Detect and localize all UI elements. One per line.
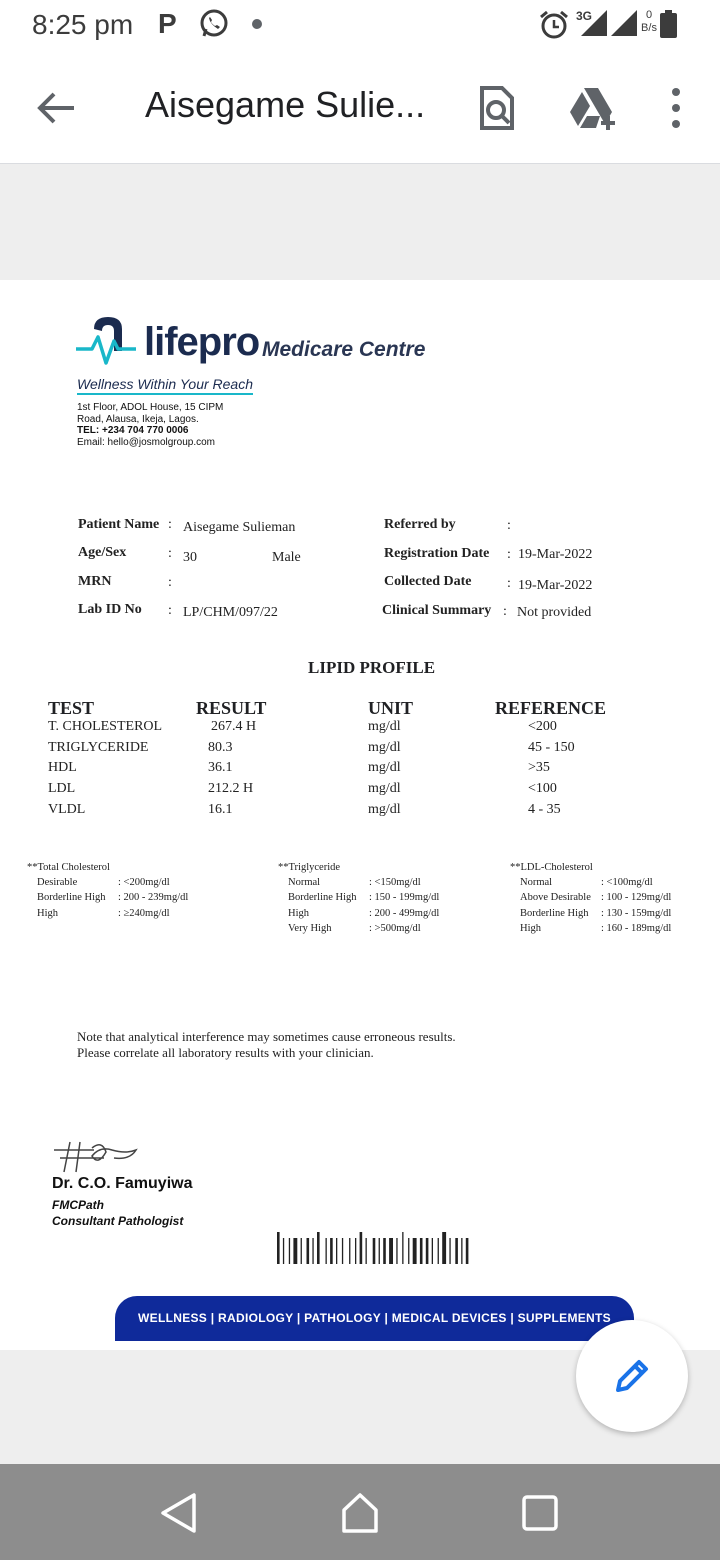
clinical-summary-value: Not provided [517, 605, 592, 620]
address-line: Road, Alausa, Ikeja, Lagos. [77, 413, 199, 425]
reference-value: : 160 - 189mg/dl [601, 922, 672, 934]
reference-value: : 130 - 159mg/dl [601, 907, 672, 919]
test-result: 36.1 [208, 760, 233, 775]
edit-pencil-icon [612, 1356, 652, 1396]
header-unit: UNIT [368, 698, 414, 718]
test-reference: <200 [528, 719, 557, 734]
navigation-bar [0, 1464, 720, 1560]
age-value: 30 [183, 550, 197, 565]
more-options-icon[interactable] [664, 86, 688, 130]
svg-text:3G: 3G [576, 9, 593, 23]
nav-recents-icon[interactable] [522, 1495, 558, 1531]
test-unit: mg/dl [368, 719, 401, 734]
mrn-label: MRN [78, 574, 112, 589]
parking-app-icon: P [158, 8, 177, 39]
referred-by-label: Referred by [384, 517, 456, 532]
patient-name-label: Patient Name [78, 517, 160, 532]
footer-banner: WELLNESS | RADIOLOGY | PATHOLOGY | MEDICAL DEVICES | SUPPLEMENTS [115, 1296, 634, 1341]
test-unit: mg/dl [368, 781, 401, 796]
test-result: 16.1 [208, 802, 233, 817]
signatory-qualification: FMCPath [52, 1198, 104, 1212]
reference-value: : <150mg/dl [369, 877, 421, 889]
reference-value: : <100mg/dl [601, 877, 653, 889]
sex-value: Male [272, 550, 301, 565]
note-line: Note that analytical interference may sometimes cause erroneous results. [77, 1029, 456, 1044]
nav-back-icon[interactable] [160, 1492, 198, 1534]
colon: : [507, 576, 511, 591]
reference-value: : 200 - 239mg/dl [118, 892, 189, 904]
edit-button[interactable] [576, 1320, 688, 1432]
registration-date-label: Registration Date [384, 546, 490, 561]
test-result: 80.3 [208, 740, 233, 755]
colon: : [507, 518, 511, 533]
status-time: 8:25 pm [32, 9, 134, 40]
reference-triglyceride [278, 860, 439, 936]
reference-label: Desirable [37, 877, 78, 889]
barcode-image [277, 1232, 471, 1264]
test-reference: <100 [528, 781, 557, 796]
test-name: LDL [48, 781, 76, 796]
reference-label: Normal [288, 877, 321, 889]
app-bar [0, 50, 720, 164]
whatsapp-icon [198, 8, 230, 40]
reference-label: High [520, 922, 541, 934]
reference-value: : ≥240mg/dl [118, 907, 170, 919]
reference-label: High [37, 907, 58, 919]
header-result: RESULT [196, 698, 267, 718]
patient-name-value: Aisegame Sulieman [183, 520, 296, 535]
collected-date-label: Collected Date [384, 574, 472, 589]
reference-label: Very High [288, 922, 332, 934]
section-title: LIPID PROFILE [308, 658, 436, 677]
test-name: TRIGLYCERIDE [48, 740, 149, 755]
colon: : [503, 604, 507, 619]
colon: : [507, 547, 511, 562]
reference-label: Above Desirable [520, 892, 591, 904]
header-reference: REFERENCE [495, 698, 607, 718]
test-reference: 4 - 35 [528, 802, 561, 817]
brand-tagline: Wellness Within Your Reach [77, 376, 253, 395]
signatory-name: Dr. C.O. Famuyiwa [52, 1175, 193, 1192]
test-unit: mg/dl [368, 802, 401, 817]
test-unit: mg/dl [368, 760, 401, 775]
notification-dot [252, 19, 262, 29]
signatory-credentials [52, 1197, 183, 1229]
lab-id-label: Lab ID No [78, 602, 142, 617]
reference-value: : <200mg/dl [118, 877, 170, 889]
reference-label: Borderline High [520, 907, 589, 919]
test-reference: 45 - 150 [528, 740, 575, 755]
nav-home-icon[interactable] [340, 1492, 380, 1534]
email: Email: hello@josmolgroup.com [77, 436, 215, 448]
reference-label: High [288, 907, 309, 919]
signature-image [52, 1138, 140, 1174]
colon: : [168, 517, 172, 532]
test-unit: mg/dl [368, 740, 401, 755]
add-to-drive-icon[interactable] [566, 84, 618, 132]
clinical-summary-label: Clinical Summary [382, 603, 492, 618]
telephone: TEL: +234 704 770 0006 [77, 425, 189, 436]
reference-title: **Triglyceride [278, 862, 341, 873]
collected-date-value: 19-Mar-2022 [518, 578, 593, 593]
address-line: 1st Floor, ADOL House, 15 CIPM [77, 402, 224, 413]
colon: : [168, 546, 172, 561]
note-line: Please correlate all laboratory results with your clinician. [77, 1044, 374, 1060]
back-arrow-icon[interactable] [34, 88, 78, 128]
reference-value: : >500mg/dl [369, 922, 421, 934]
disclaimer-note [77, 1029, 456, 1060]
signal-3g-icon [575, 8, 609, 38]
brand-name: lifepro [144, 320, 260, 364]
test-name: VLDL [48, 802, 86, 817]
reference-value: : 100 - 129mg/dl [601, 892, 672, 904]
address-block [77, 402, 223, 448]
signatory-title: Consultant Pathologist [52, 1214, 184, 1228]
status-bar [0, 0, 720, 50]
document-title: Aisegame Sulie... [145, 84, 426, 125]
network-speed: 0 B/s [641, 9, 657, 34]
registration-date-value: 19-Mar-2022 [518, 547, 593, 562]
age-sex-label: Age/Sex [78, 545, 127, 560]
test-reference: >35 [528, 760, 550, 775]
test-name: T. CHOLESTEROL [48, 719, 163, 734]
reference-total-cholesterol [27, 860, 188, 921]
battery-icon [660, 10, 677, 38]
reference-title: **LDL-Cholesterol [510, 862, 593, 873]
reference-value: : 150 - 199mg/dl [369, 892, 440, 904]
header-test: TEST [48, 698, 95, 718]
reference-label: Borderline High [37, 892, 106, 904]
search-in-document-icon[interactable] [472, 84, 520, 132]
reference-value: : 200 - 499mg/dl [369, 907, 440, 919]
colon: : [168, 575, 172, 590]
reference-label: Borderline High [288, 892, 357, 904]
test-name: HDL [48, 760, 77, 775]
reference-label: Normal [520, 877, 553, 889]
colon: : [168, 603, 172, 618]
alarm-icon [538, 9, 570, 41]
signal-strength-icon [607, 8, 641, 38]
test-result: 212.2 H [208, 781, 254, 796]
reference-title: **Total Cholesterol [27, 862, 110, 873]
test-result: 267.4 H [211, 719, 257, 734]
reference-ldl-cholesterol [510, 860, 671, 936]
brand-subtitle: Medicare Centre [262, 338, 426, 361]
lifepro-logo-icon [76, 315, 146, 371]
lab-id-value: LP/CHM/097/22 [183, 605, 278, 620]
